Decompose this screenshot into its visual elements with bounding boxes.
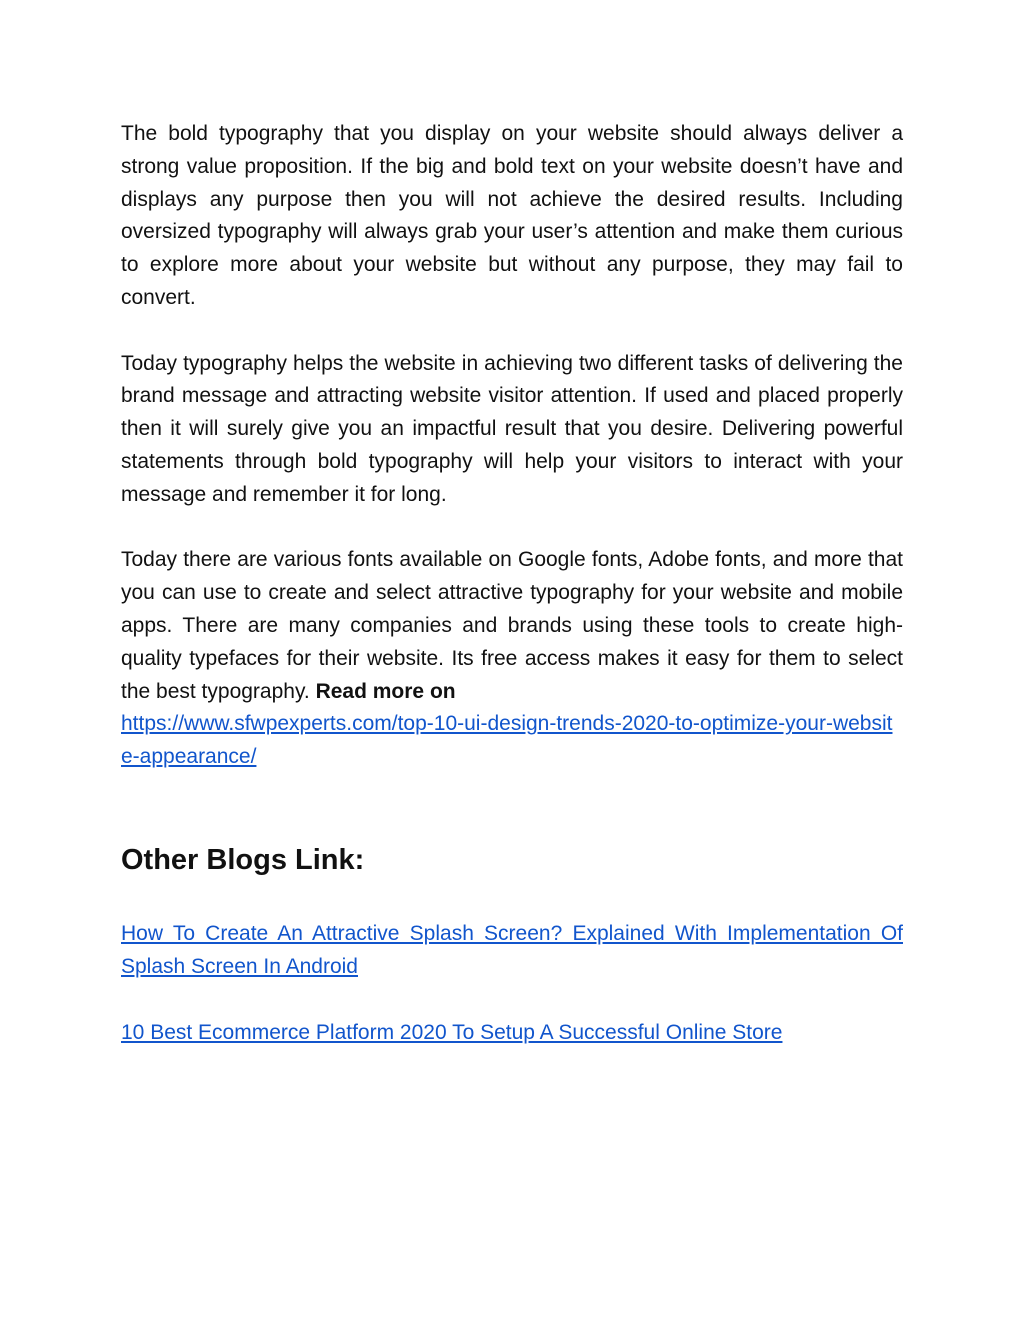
paragraph-bold-typography: The bold typography that you display on your website should always deliver a strong value proposition. If the big and bold text on your website doesn’t have and displays any purpose then you will not achieve the desired results. Including oversized typography will always grab your user’s attention and make them curious to explore more about your website but without any purpose, they may fail to convert. xyxy=(121,122,903,309)
paragraph-fonts-available xyxy=(121,544,903,774)
blog-link-splash-screen[interactable]: How To Create An Attractive Splash Screen? Explained With Implementation Of Splash Screen In Android xyxy=(121,921,903,978)
blog-link-ecommerce-platform[interactable]: 10 Best Ecommerce Platform 2020 To Setup A Successful Online Store xyxy=(121,1020,783,1044)
other-blogs-heading: Other Blogs Link: xyxy=(121,843,365,876)
paragraph-fonts-text: Today there are various fonts available on Google fonts, Adobe fonts, and more that you can use to create and select attractive typography for your website and mobile apps. There are many companies and brands using these tools to create high-quality typefaces for their website. Its free access makes it easy for them to select the best typography. xyxy=(121,548,903,703)
paragraph-typography-tasks: Today typography helps the website in achieving two different tasks of delivering the brand message and attracting website visitor attention. If used and placed properly then it will surely give you an impactful result that you desire. Delivering powerful statements through bold typography will help your visitors to interact with your message and remember it for long. xyxy=(121,351,903,506)
read-more-label: Read more on xyxy=(315,679,456,703)
read-more-link[interactable]: https://www.sfwpexperts.com/top-10-ui-design-trends-2020-to-optimize-your-website-appearance/ xyxy=(121,712,893,769)
blog-link-splash-screen-item xyxy=(121,918,903,984)
document-page xyxy=(121,118,903,1049)
blog-link-ecommerce-item xyxy=(121,1017,903,1050)
